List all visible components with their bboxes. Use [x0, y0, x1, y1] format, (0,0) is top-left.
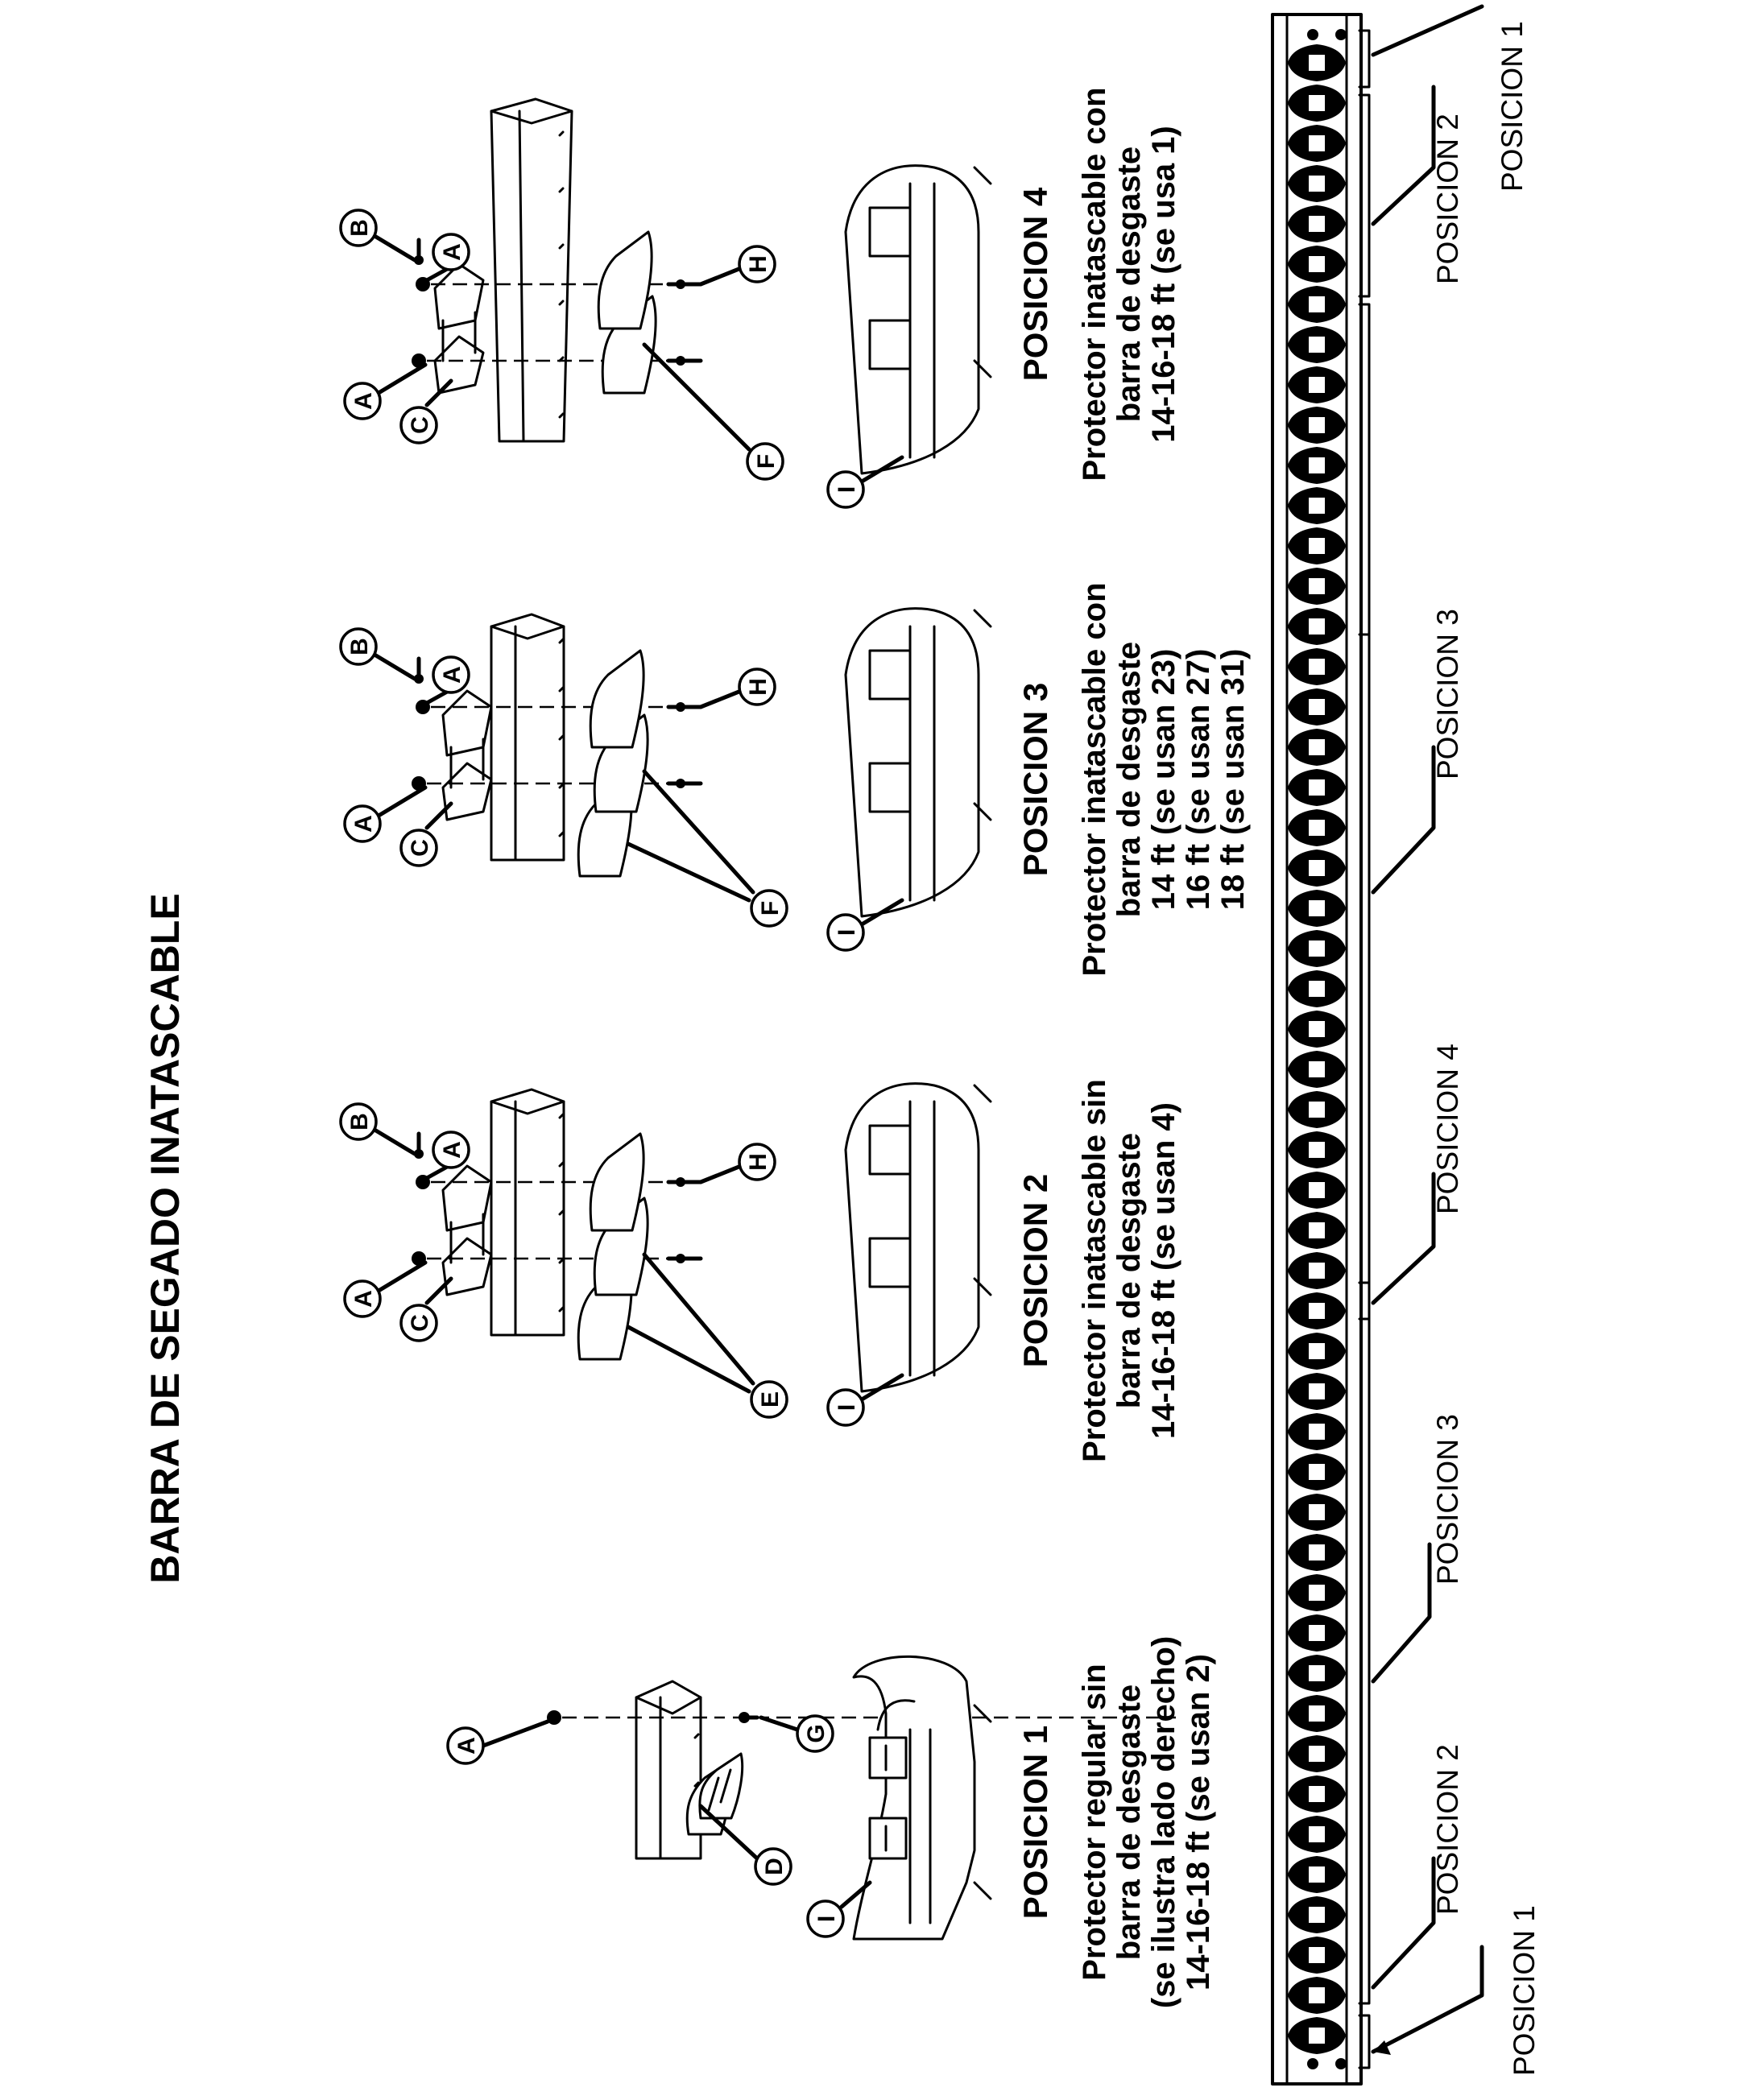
- position-4-side-section: [846, 166, 991, 473]
- guard-tooth-slot: [1309, 1504, 1325, 1520]
- guard-tooth-slot: [1309, 820, 1325, 836]
- diagram-title: BARRA DE SEGADO INATASCABLE: [143, 893, 188, 1584]
- guard-tooth-slot: [1309, 1665, 1325, 1681]
- guard-tooth-slot: [1309, 1585, 1325, 1601]
- callout-C-p3: [401, 804, 451, 866]
- svg-text:A: A: [439, 1141, 466, 1159]
- stub-guard-part: [598, 232, 656, 393]
- stub-guard-part: [578, 1134, 648, 1359]
- guard-tooth-slot: [1309, 1102, 1325, 1118]
- callout-H-p3: [701, 669, 775, 707]
- guard-tooth-slot: [1309, 1786, 1325, 1802]
- svg-text:POSICION 3: POSICION 3: [1431, 1414, 1464, 1585]
- svg-text:barra de desgaste: barra de desgaste: [1111, 641, 1147, 918]
- svg-text:I: I: [834, 928, 860, 936]
- sickle-section-part: [491, 614, 564, 860]
- position-1-side-section: [854, 1656, 991, 1939]
- svg-text:14 ft (se usan 23): 14 ft (se usan 23): [1146, 648, 1181, 911]
- svg-text:C: C: [407, 416, 433, 434]
- bar-label-pos4: [1373, 1044, 1464, 1303]
- svg-text:B: B: [346, 219, 373, 237]
- svg-text:barra de desgaste: barra de desgaste: [1111, 1684, 1147, 1961]
- callout-B-p4: [341, 210, 415, 260]
- guard-tooth-slot: [1309, 337, 1325, 353]
- svg-text:H: H: [745, 678, 772, 696]
- guard-tooth-slot: [1309, 1061, 1325, 1077]
- guard-tooth-slot: [1309, 1866, 1325, 1883]
- guard-tooth-slot: [1309, 176, 1325, 192]
- svg-text:A: A: [350, 815, 377, 833]
- guard-tooth-slot: [1309, 699, 1325, 715]
- svg-text:POSICION 1: POSICION 1: [1508, 1905, 1541, 2076]
- guard-tooth-slot: [1309, 135, 1325, 151]
- svg-text:POSICION 4: POSICION 4: [1016, 187, 1054, 382]
- position-1-exploded-view: [448, 1656, 1176, 1939]
- guard-tooth-slot: [1309, 1625, 1325, 1641]
- callout-C-p4: [401, 381, 451, 443]
- guard-tooth-slot: [1309, 940, 1325, 957]
- guard-tooth-slot: [1309, 1222, 1325, 1238]
- svg-text:F: F: [753, 453, 780, 469]
- guard-tooth-slot: [1309, 1424, 1325, 1440]
- svg-text:A: A: [439, 666, 466, 684]
- position-2-exploded-view: [341, 1084, 991, 1425]
- cutterbar-strip: [1272, 6, 1541, 2084]
- callout-B-p2: [341, 1104, 415, 1154]
- callout-H-p4: [701, 246, 775, 284]
- position-4-text: [1016, 87, 1181, 481]
- guard-tooth-slot: [1309, 2028, 1325, 2044]
- bar-label-pos3-mid: [1373, 609, 1464, 892]
- svg-text:Protector inatascable con: Protector inatascable con: [1077, 582, 1112, 977]
- sickle-section-part: [491, 1089, 564, 1335]
- guard-tooth-slot: [1309, 1263, 1325, 1279]
- callout-D-p1: [701, 1806, 791, 1884]
- svg-text:14-16-18 ft (se usa 1): 14-16-18 ft (se usa 1): [1146, 126, 1181, 443]
- guard-tooth-slot: [1309, 659, 1325, 675]
- svg-text:14-16-18 ft (se usan 4): 14-16-18 ft (se usan 4): [1146, 1102, 1181, 1439]
- guard-tooth-slot: [1309, 1907, 1325, 1923]
- callout-C-p2: [401, 1279, 451, 1341]
- guard-tooth-slot: [1309, 457, 1325, 473]
- svg-text:H: H: [745, 1153, 772, 1171]
- sickle-section-part: [491, 99, 572, 441]
- guard-tooth-slot: [1309, 1021, 1325, 1037]
- callout-G-p1: [761, 1716, 833, 1751]
- svg-text:A: A: [439, 243, 466, 261]
- svg-text:18 ft (se usan 31): 18 ft (se usan 31): [1215, 648, 1251, 911]
- guard-tooth-slot: [1309, 900, 1325, 916]
- svg-text:F: F: [757, 900, 784, 916]
- callout-F-p4: [644, 345, 783, 479]
- stub-guard-part: [578, 651, 648, 876]
- position-3-text: [1016, 582, 1251, 976]
- svg-text:C: C: [407, 1314, 433, 1332]
- guard-tooth-slot: [1309, 1383, 1325, 1399]
- hold-down-clip-part: [443, 691, 491, 820]
- svg-text:14-16-18 ft (se usan 2): 14-16-18 ft (se usan 2): [1181, 1654, 1216, 1990]
- bar-label-pos1-left: [1373, 1905, 1541, 2076]
- guard-tooth-slot: [1309, 498, 1325, 514]
- svg-text:(se ilustra lado derecho): (se ilustra lado derecho): [1146, 1635, 1181, 2009]
- svg-text:A: A: [453, 1737, 480, 1755]
- svg-text:I: I: [834, 486, 860, 494]
- position-2-side-section: [846, 1084, 991, 1391]
- guard-tooth-slot: [1309, 1544, 1325, 1561]
- svg-text:I: I: [813, 1915, 840, 1923]
- svg-text:POSICION 3: POSICION 3: [1016, 682, 1054, 877]
- svg-text:C: C: [407, 839, 433, 857]
- guard-bolt-part: [668, 1182, 701, 1259]
- svg-text:POSICION 1: POSICION 1: [1016, 1725, 1054, 1920]
- guard-tooth-slot: [1309, 1987, 1325, 2003]
- svg-text:G: G: [803, 1724, 830, 1743]
- svg-text:POSICION 2: POSICION 2: [1016, 1173, 1054, 1368]
- position-4-exploded-view: [341, 99, 991, 507]
- guard-tooth-slot: [1309, 538, 1325, 554]
- position-3-side-section: [846, 609, 991, 916]
- guard-tooth-slot: [1309, 1182, 1325, 1198]
- guard-tooth-slot: [1309, 739, 1325, 755]
- svg-text:16 ft (se usan 27): 16 ft (se usan 27): [1181, 648, 1216, 911]
- guard-tooth-slot: [1309, 618, 1325, 635]
- guard-tooth-slot: [1309, 256, 1325, 272]
- guard-tooth-slot: [1309, 1343, 1325, 1359]
- callout-H-p2: [701, 1144, 775, 1182]
- position-3-exploded-view: [341, 609, 991, 950]
- svg-text:POSICION 1: POSICION 1: [1496, 21, 1529, 192]
- callout-E-p2: [628, 1255, 787, 1417]
- position-1-text: [1016, 1636, 1216, 2008]
- svg-text:B: B: [346, 1113, 373, 1131]
- svg-text:I: I: [834, 1403, 860, 1412]
- position-2-text: [1016, 1079, 1181, 1462]
- guard-tooth-slot: [1309, 1947, 1325, 1963]
- guard-tooth-slot: [1309, 1826, 1325, 1842]
- bar-label-pos2-left: [1373, 1744, 1464, 1987]
- guard-tooth-slot: [1309, 981, 1325, 997]
- svg-text:POSICION 3: POSICION 3: [1431, 609, 1464, 779]
- svg-text:Protector inatascable con: Protector inatascable con: [1077, 87, 1112, 482]
- guard-tooth-slot: [1309, 1142, 1325, 1158]
- svg-text:POSICION 2: POSICION 2: [1431, 114, 1464, 284]
- bar-label-pos3-left: [1373, 1414, 1464, 1681]
- svg-text:E: E: [757, 1391, 784, 1408]
- guard-tooth-slot: [1309, 779, 1325, 796]
- svg-text:B: B: [346, 638, 373, 655]
- guard-tooth-slot: [1309, 296, 1325, 312]
- callout-F-p3: [628, 771, 787, 926]
- guard-tooth-slot: [1309, 1746, 1325, 1762]
- svg-text:Protector regular sin: Protector regular sin: [1077, 1664, 1112, 1981]
- svg-text:POSICION 4: POSICION 4: [1431, 1044, 1464, 1214]
- guard-tooth-slot: [1309, 216, 1325, 232]
- svg-text:barra de desgaste: barra de desgaste: [1111, 146, 1147, 423]
- svg-text:H: H: [745, 255, 772, 273]
- callout-B-p3: [341, 629, 415, 679]
- guard-tooth-slot: [1309, 860, 1325, 876]
- callout-A-p1: [448, 1722, 548, 1763]
- svg-text:D: D: [761, 1858, 788, 1875]
- guard-tooth-slot: [1309, 1705, 1325, 1722]
- svg-text:POSICION 2: POSICION 2: [1431, 1744, 1464, 1915]
- guard-tooth-slot: [1309, 377, 1325, 393]
- svg-text:A: A: [350, 1290, 377, 1308]
- guard-tooth-slot: [1309, 1464, 1325, 1480]
- guard-tooth-slot: [1309, 578, 1325, 594]
- guard-tooth-slot: [1309, 95, 1325, 111]
- svg-text:barra de desgaste: barra de desgaste: [1111, 1132, 1147, 1409]
- guard-tooth-slot: [1309, 55, 1325, 71]
- guard-tooth-slot: [1309, 1303, 1325, 1319]
- bar-label-pos2-right: [1373, 87, 1464, 284]
- guard-tooth-slot: [1309, 417, 1325, 433]
- svg-text:Protector inatascable sin: Protector inatascable sin: [1077, 1079, 1112, 1462]
- svg-text:A: A: [350, 392, 377, 410]
- hold-down-clip-part: [443, 1166, 491, 1295]
